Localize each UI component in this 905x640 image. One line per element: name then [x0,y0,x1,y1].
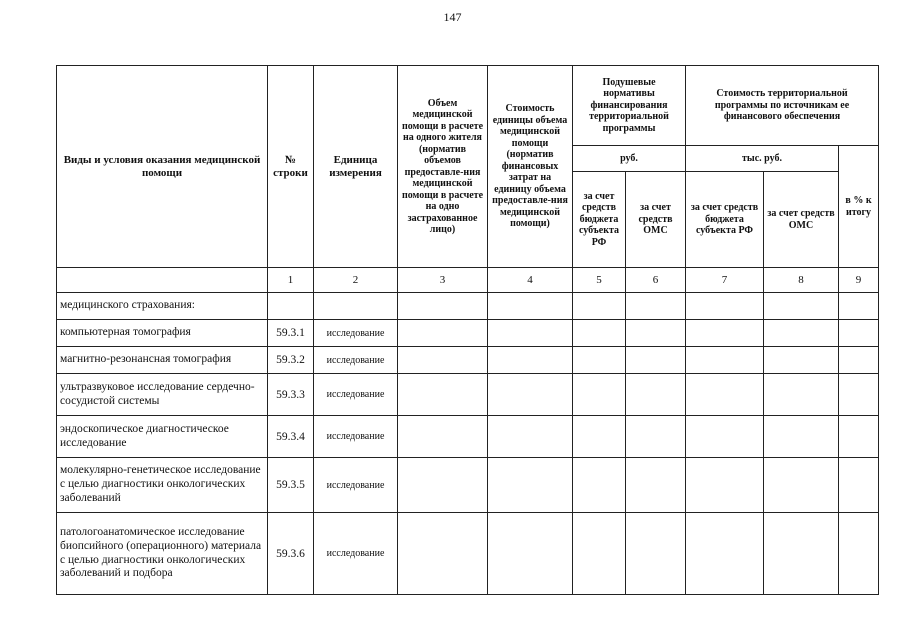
column-number: 5 [573,268,626,293]
column-number-row [57,268,879,293]
row-name: молекулярно-генетическое исследование с целью диагностики онкологических заболеваний [57,458,268,513]
column-number: 4 [488,268,573,293]
page-number: 147 [443,10,462,24]
row-unit: исследование [314,374,398,416]
row-code [268,293,314,320]
header-unit-thousand-rub: тыс. руб. [686,146,839,172]
header-row-number: № строки [268,66,314,268]
table-row [57,374,879,416]
column-number: 8 [764,268,839,293]
column-number: 3 [398,268,488,293]
table-row [57,513,879,595]
row-unit: исследование [314,320,398,347]
row-code: 59.3.6 [268,513,314,595]
table-row [57,347,879,374]
header-volume: Объем медицинской помощи в расчете на одного жителя (норматив объемов предоставле-ния медицинской помощи в расчете на одно застрахованное лицо) [398,66,488,268]
row-code: 59.3.4 [268,416,314,458]
column-number-blank [57,268,268,293]
row-name: ультразвуковое исследование сердечно-сосудистой системы [57,374,268,416]
row-unit: исследование [314,347,398,374]
row-name: патологоанатомическое исследование биопсийного (операционного) материала с целью диагностики онкологических заболеваний и подбора [57,513,268,595]
row-unit [314,293,398,320]
column-number: 9 [839,268,879,293]
header-unit: Единица измерения [314,66,398,268]
row-name: медицинского страхования: [57,293,268,320]
table-row [57,416,879,458]
row-unit: исследование [314,458,398,513]
table-row [57,458,879,513]
row-name: магнитно-резонансная томография [57,347,268,374]
header-program-cost-group: Стоимость территориальной программы по источникам ее финансового обеспечения [686,66,879,146]
header-col7: за счет средств бюджета субъекта РФ [686,172,764,268]
column-number: 7 [686,268,764,293]
row-name: компьютерная томография [57,320,268,347]
header-unit-rub: руб. [573,146,686,172]
row-name: эндоскопическое диагностическое исследование [57,416,268,458]
header-per-capita-group: Подушевые нормативы финансирования территориальной программы [573,66,686,146]
table-row [57,293,879,320]
row-unit: исследование [314,513,398,595]
row-code: 59.3.5 [268,458,314,513]
row-code: 59.3.2 [268,347,314,374]
row-unit: исследование [314,416,398,458]
header-col8: за счет средств ОМС [764,172,839,268]
row-code: 59.3.1 [268,320,314,347]
cost-table [56,65,879,595]
column-number: 1 [268,268,314,293]
column-number: 2 [314,268,398,293]
header-col6: за счет средств ОМС [626,172,686,268]
header-col9-percent: в % к итогу [839,146,879,268]
header-kinds: Виды и условия оказания медицинской помощи [57,66,268,268]
header-col5: за счет средств бюджета субъекта РФ [573,172,626,268]
row-code: 59.3.3 [268,374,314,416]
table-row [57,320,879,347]
header-unit-cost: Стоимость единицы объема медицинской помощи (норматив финансовых затрат на единицу объема предоставле-ния медицинской помощи) [488,66,573,268]
column-number: 6 [626,268,686,293]
